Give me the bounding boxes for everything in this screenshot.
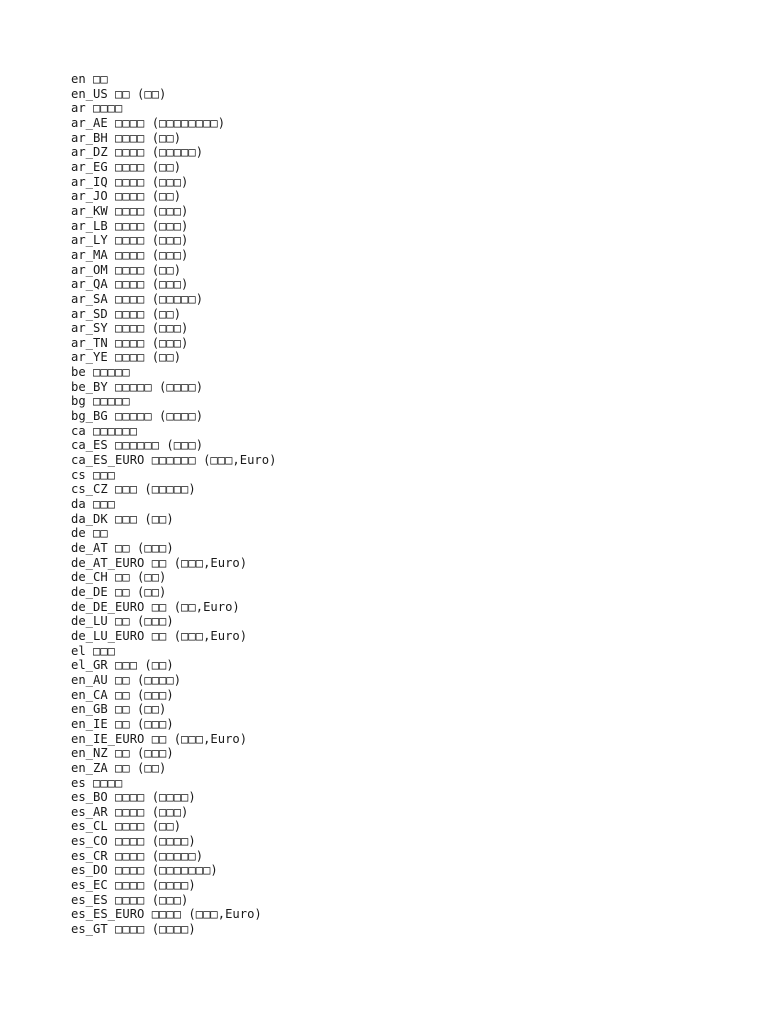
locale-line: de_AT_EURO □□ (□□□,Euro)	[71, 555, 248, 570]
locale-line: da □□□	[71, 497, 116, 512]
locale-line: cs □□□	[71, 467, 116, 482]
locale-line: de_DE □□ (□□)	[71, 584, 167, 599]
locale-line: bg_BG □□□□□ (□□□□)	[71, 409, 204, 424]
locale-line: be_BY □□□□□ (□□□□)	[71, 379, 204, 394]
locale-line: en_ZA □□ (□□)	[71, 760, 167, 775]
locale-line: es_DO □□□□ (□□□□□□□)	[71, 863, 218, 878]
locale-line: de_AT □□ (□□□)	[71, 541, 174, 555]
locale-line: es_ES □□□□ (□□□)	[71, 892, 189, 907]
locale-line: ca_ES_EURO □□□□□□ (□□□,Euro)	[71, 453, 277, 468]
locale-line: ar □□□□	[71, 101, 123, 116]
locale-line: el_GR □□□ (□□)	[71, 658, 174, 673]
locale-line: cs_CZ □□□ (□□□□□)	[71, 482, 196, 497]
locale-line: ar_LY □□□□ (□□□)	[71, 233, 189, 248]
locale-line: ar_IQ □□□□ (□□□)	[71, 174, 189, 189]
locale-line: ar_YE □□□□ (□□)	[71, 350, 182, 365]
locale-line: en_NZ □□ (□□□)	[71, 746, 174, 761]
locale-line: ar_LB □□□□ (□□□)	[71, 218, 189, 233]
locale-line: ar_EG □□□□ (□□)	[71, 159, 182, 174]
locale-line: es_EC □□□□ (□□□□)	[71, 878, 196, 893]
locale-line: es_CO □□□□ (□□□□)	[71, 834, 196, 849]
locale-line: ar_AE □□□□ (□□□□□□□□)	[71, 115, 226, 130]
locale-line: de □□	[71, 526, 108, 541]
locale-line: de_LU_EURO □□ (□□□,Euro)	[71, 628, 248, 643]
locale-line: da_DK □□□ (□□)	[71, 511, 174, 526]
locale-line: ar_TN □□□□ (□□□)	[71, 335, 189, 350]
locale-line: ar_DZ □□□□ (□□□□□)	[71, 145, 204, 160]
locale-line: es_CL □□□□ (□□)	[71, 819, 182, 834]
locale-line: ar_BH □□□□ (□□)	[71, 130, 182, 145]
locale-line: es_BO □□□□ (□□□□)	[71, 790, 196, 805]
locale-line: en □□	[71, 72, 108, 86]
locale-line: es_AR □□□□ (□□□)	[71, 804, 189, 819]
locale-line: ar_OM □□□□ (□□)	[71, 262, 182, 277]
locale-line: ar_SA □□□□ (□□□□□)	[71, 291, 204, 306]
locale-line: ar_SD □□□□ (□□)	[71, 306, 182, 321]
locale-line: ar_JO □□□□ (□□)	[71, 189, 182, 204]
locale-line: en_AU □□ (□□□□)	[71, 672, 182, 687]
locale-line: en_US □□ (□□)	[71, 86, 167, 101]
locale-line: ar_QA □□□□ (□□□)	[71, 277, 189, 292]
locale-line: es □□□□	[71, 775, 123, 790]
locale-line: ar_KW □□□□ (□□□)	[71, 203, 189, 218]
locale-line: en_GB □□ (□□)	[71, 702, 167, 717]
locale-line: bg □□□□□	[71, 394, 130, 409]
locale-line: be □□□□□	[71, 365, 130, 380]
locale-line: de_LU □□ (□□□)	[71, 614, 174, 629]
locale-line: de_CH □□ (□□)	[71, 570, 167, 585]
locale-line: en_CA □□ (□□□)	[71, 687, 174, 702]
locale-line: en_IE □□ (□□□)	[71, 716, 174, 731]
locale-line: es_CR □□□□ (□□□□□)	[71, 848, 204, 863]
locale-line: en_IE_EURO □□ (□□□,Euro)	[71, 731, 248, 746]
locale-line: ca_ES □□□□□□ (□□□)	[71, 438, 204, 453]
locale-line: de_DE_EURO □□ (□□,Euro)	[71, 599, 240, 614]
locale-line: ar_MA □□□□ (□□□)	[71, 247, 189, 262]
locale-line: es_ES_EURO □□□□ (□□□,Euro)	[71, 907, 262, 922]
locale-line: el □□□	[71, 643, 116, 658]
locale-line: ar_SY □□□□ (□□□)	[71, 321, 189, 336]
locale-list	[71, 72, 276, 937]
locale-line: ca □□□□□□	[71, 423, 138, 438]
locale-line: es_GT □□□□ (□□□□)	[71, 922, 196, 937]
